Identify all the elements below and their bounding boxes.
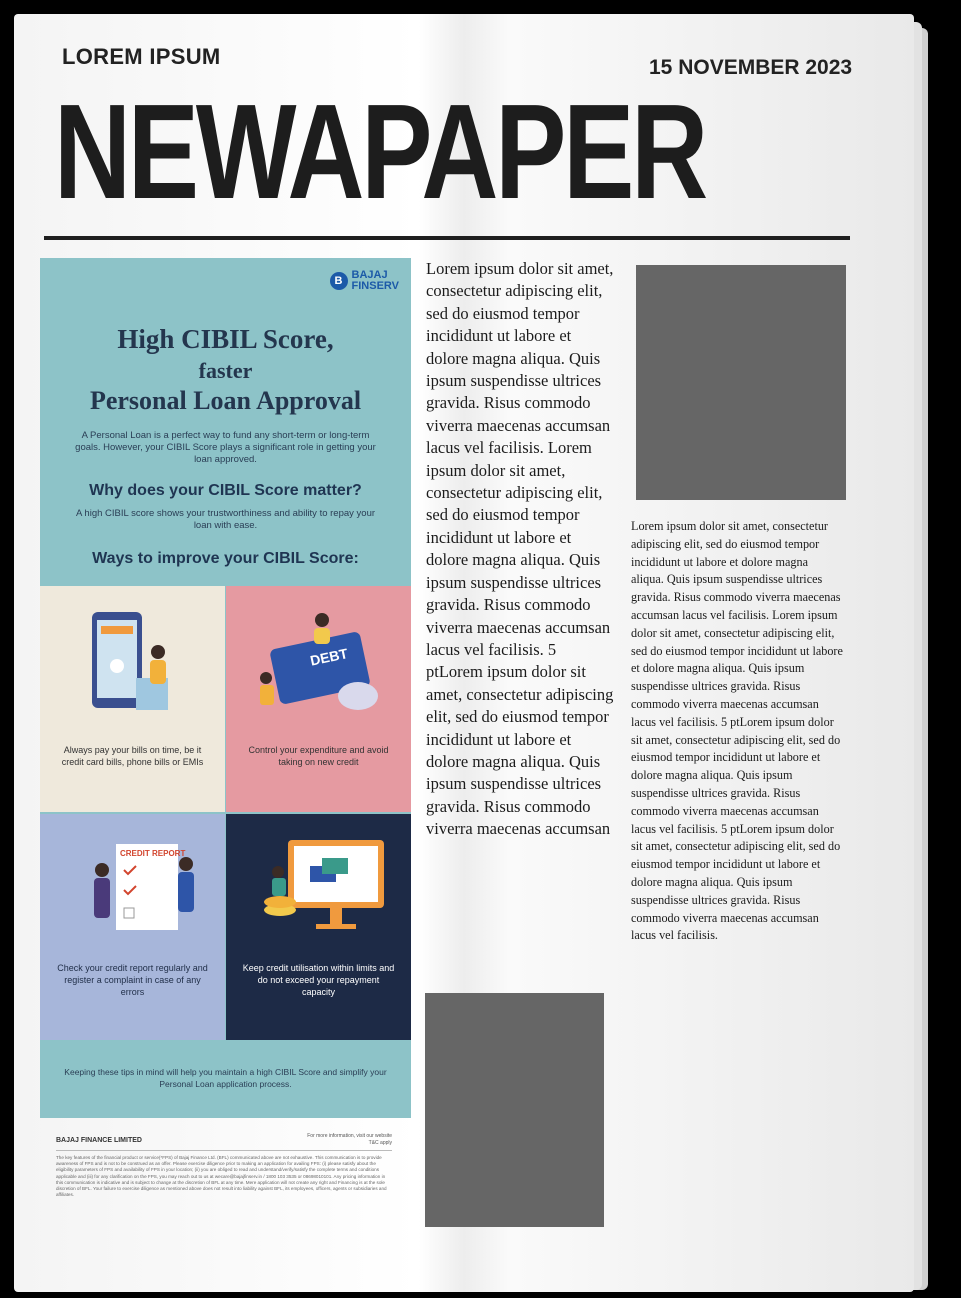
credit-report-badge: CREDIT REPORT — [120, 849, 186, 858]
brand-name-line1: BAJAJ — [351, 269, 388, 281]
disclaimer-text: The key features of the financial product or service(*FPS) of Bajaj Finance Ltd. (BFL) communicated above are not exhaustive. This communication is to provide awareness of FPS and is not to be construed as an offer. Please exercise diligence prior to making an application for availing FPS: (i) please satisfy about the eligibility parameters of FPS and availability of FPS in your location; (ii) you are obliged to read and understand/verify/satisfy the complete terms and conditions applicable and (iii) for any clarification on the FPS, you may reach out to us at wecare@bajajfinserv.in / 1800 103 3535 or 08698010101. Any pricing information in this communication is indicative and is subject to change at the discretion of BFL at any time. Mere application will not create any right and Financing is at the sole discretion of BFL. Your failure to exercise diligence as mentioned above does not result into liability against BFL, its employees, officers, agents or subsidiaries and affiliates. — [56, 1155, 387, 1198]
credit-report-illustration — [40, 814, 225, 964]
tip-caption: Control your expenditure and avoid taking on new credit — [248, 745, 389, 767]
image-placeholder — [425, 993, 604, 1227]
ad-why-heading: Why does your CIBIL Score matter? — [89, 482, 362, 499]
ad-headline-1: High CIBIL Score, — [117, 324, 334, 354]
more-info-note — [270, 1133, 392, 1147]
phone-illustration — [40, 586, 225, 736]
image-placeholder — [636, 265, 846, 500]
brand-logo — [330, 270, 399, 292]
debt-card-illustration — [226, 586, 411, 736]
brand-name-line2: FINSERV — [351, 280, 399, 292]
ad-ways-heading: Ways to improve your CIBIL Score: — [92, 550, 359, 567]
tip-caption: Keep credit utilisation within limits and do not exceed your repayment capacity — [242, 963, 395, 997]
ad-headline-3: Personal Loan Approval — [89, 386, 362, 415]
advertisement — [40, 258, 411, 1118]
ad-intro: A Personal Loan is a perfect way to fund any short-term or long-term goals. However, your CIBIL Score plays a significant role in getting your loan approved. — [75, 430, 376, 465]
divider — [56, 1150, 392, 1151]
tip-card-credit-report — [40, 814, 225, 1040]
company-name: BAJAJ FINANCE LIMITED — [56, 1137, 142, 1144]
brand-logo-icon: B — [330, 272, 348, 290]
ad-footer-note: Keeping these tips in mind will help you maintain a high CIBIL Score and simplify your Personal Loan application process. — [64, 1067, 387, 1089]
tc-apply: T&C apply — [368, 1140, 392, 1146]
debt-badge: DEBT — [308, 645, 350, 669]
newspaper-title: NEWAPAPER — [54, 76, 706, 227]
masthead-kicker: LOREM IPSUM — [62, 44, 221, 69]
tip-card-control-expenditure — [226, 586, 411, 812]
tip-card-credit-utilisation — [226, 814, 411, 1040]
more-info-link[interactable]: For more information, visit our website — [307, 1133, 392, 1139]
tip-caption: Check your credit report regularly and register a complaint in case of any errors — [57, 963, 208, 997]
ad-headline-2: faster — [198, 358, 253, 383]
article-column-right: Lorem ipsum dolor sit amet, consectetur adipiscing elit, sed do eiusmod tempor incididunt ut labore et dolore magna aliqua. Quis ipsum suspendisse ultrices gravida. Risus commodo viverra maecenas accumsan lacus vel facilisis. Lorem ipsum dolor sit amet, consectetur adipiscing elit, sed do eiusmod tempor incididunt ut labore et dolore magna aliqua. Quis ipsum suspendisse ultrices gravida. Risus commodo viverra maecenas accumsan lacus vel facilisis. 5 ptLorem ipsum dolor sit amet, consectetur adipiscing elit, sed do eiusmod tempor incididunt ut labore et dolore magna aliqua. Quis ipsum suspendisse ultrices gravida. Risus commodo viverra maecenas accumsan lacus vel facilisis. 5 ptLorem ipsum dolor sit amet, consectetur adipiscing elit, sed do eiusmod tempor incididunt ut labore et dolore magna aliqua. Quis ipsum suspendisse ultrices gravida. Risus commodo viverra maecenas accumsan lacus vel facilisis. — [631, 519, 843, 943]
ad-why-text: A high CIBIL score shows your trustworthiness and ability to repay your loan with ease. — [75, 508, 376, 531]
tip-card-pay-bills — [40, 586, 225, 812]
masthead-rule — [44, 236, 850, 240]
tip-caption: Always pay your bills on time, be it credit card bills, phone bills or EMIs — [61, 745, 204, 767]
computer-illustration — [226, 814, 411, 964]
article-column-middle: Lorem ipsum dolor sit amet, consectetur adipiscing elit, sed do eiusmod tempor incididunt ut labore et dolore magna aliqua. Quis ipsum suspendisse ultrices gravida. Risus commodo viverra maecenas accumsan lacus vel facilisis. Lorem ipsum dolor sit amet, consectetur adipiscing elit, sed do eiusmod tempor incididunt ut labore et dolore magna aliqua. Quis ipsum suspendisse ultrices gravida. Risus commodo viverra maecenas accumsan lacus vel facilisis. 5 ptLorem ipsum dolor sit amet, consectetur adipiscing elit, sed do eiusmod tempor incididunt ut labore et dolore magna aliqua. Quis ipsum suspendisse ultrices gravida. Risus commodo viverra maecenas accumsan — [426, 259, 614, 839]
masthead-date: 15 NOVEMBER 2023 — [649, 56, 853, 79]
